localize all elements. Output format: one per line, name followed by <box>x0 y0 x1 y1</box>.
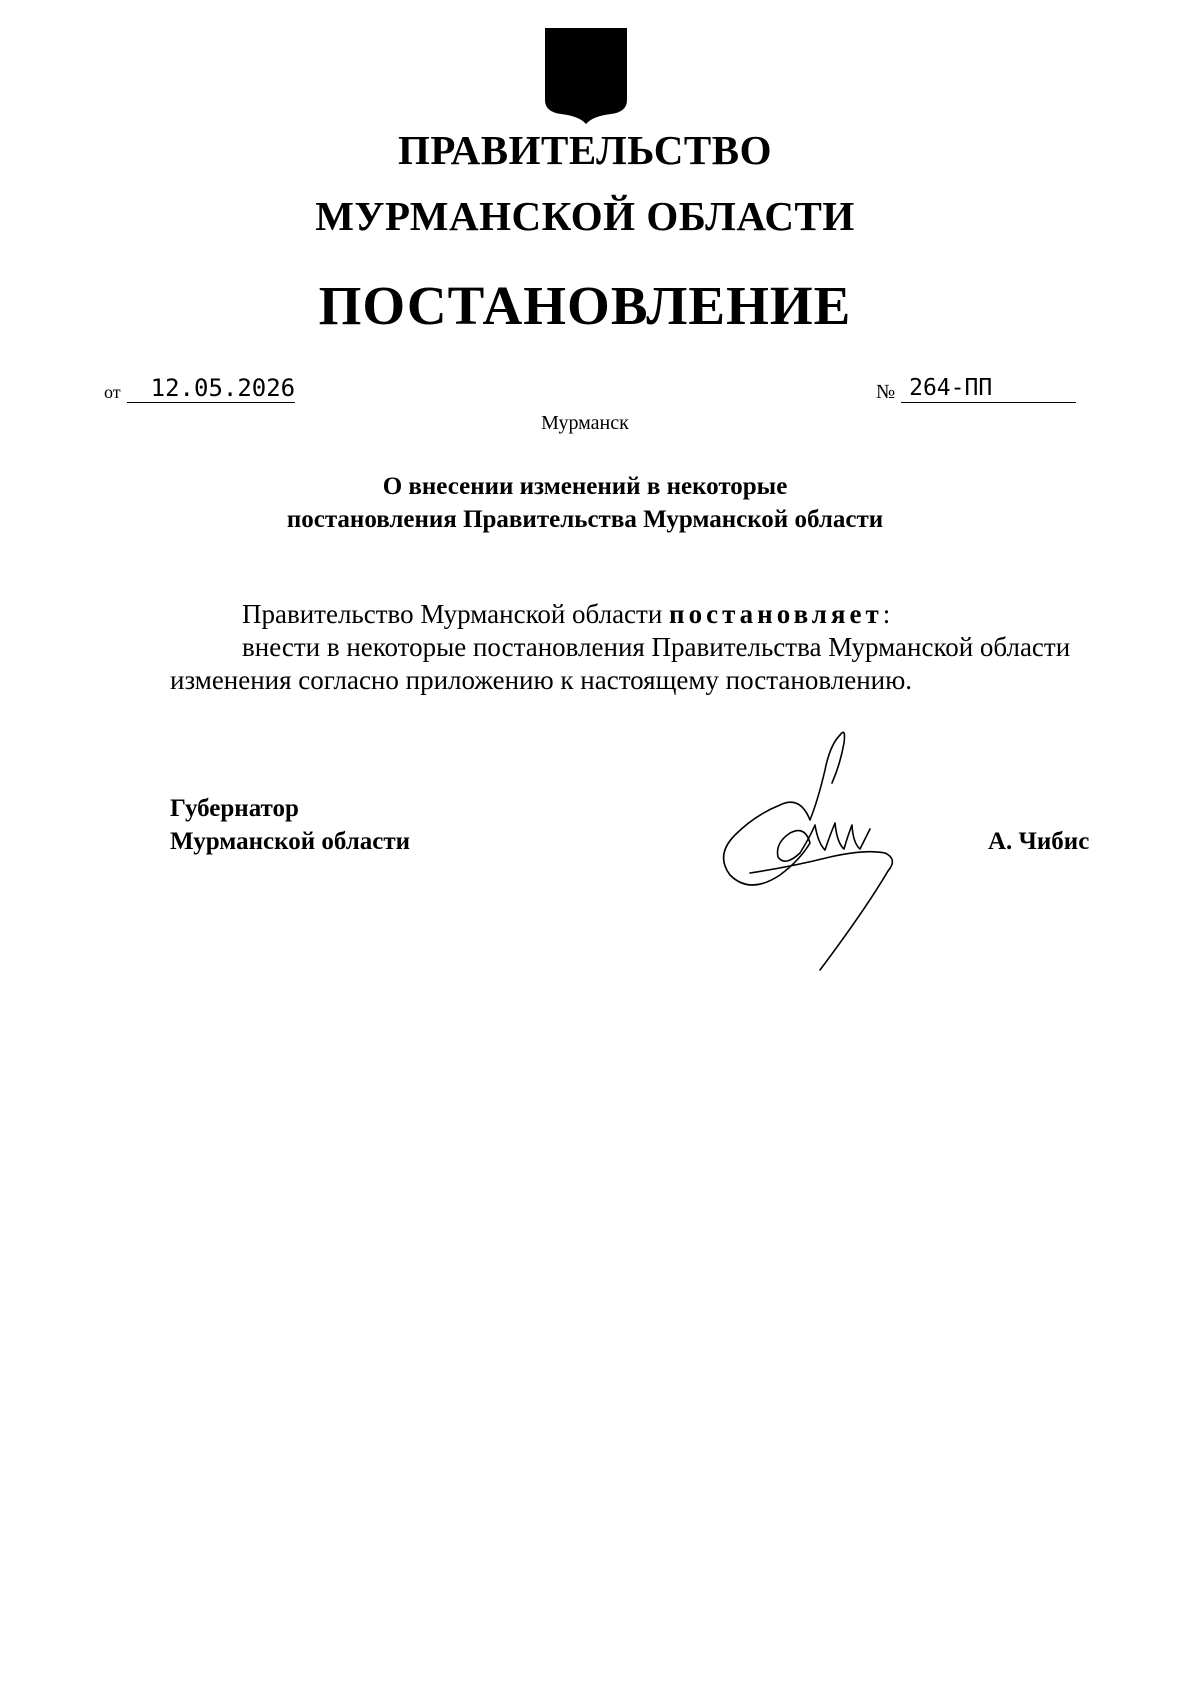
coat-of-arms-icon <box>545 28 627 124</box>
signer-title-line-1: Губернатор <box>170 795 299 822</box>
organization-name-line-1: ПРАВИТЕЛЬСТВО <box>397 127 773 173</box>
subject-line-1: О внесении изменений в некоторые <box>382 473 788 500</box>
body-line-3: изменения согласно приложению к настоящему постановлению. <box>170 665 913 695</box>
body-line-1 <box>170 598 1130 631</box>
document-subject <box>0 470 1170 536</box>
date-prefix: от <box>104 382 121 402</box>
body-decides: постановляет <box>669 599 883 629</box>
number-prefix: № <box>876 381 896 403</box>
signer-title-line-2: Мурманской области <box>170 828 411 855</box>
number-value: 264-ПП <box>901 374 1076 403</box>
signer-name: А. Чибис <box>988 828 1090 855</box>
body-decides-punct: : <box>882 599 891 629</box>
document-body <box>170 598 1130 697</box>
handwritten-signature <box>660 725 940 975</box>
body-line-2: внести в некоторые постановления Правительства Мурманской области <box>242 632 1071 662</box>
document-number <box>876 374 1076 403</box>
document-type-title: ПОСТАНОВЛЕНИЕ <box>318 275 852 336</box>
subject-line-2: постановления Правительства Мурманской области <box>286 506 884 533</box>
body-intro: Правительство Мурманской области <box>242 599 663 629</box>
document-date <box>104 374 295 403</box>
signer-title <box>170 792 410 858</box>
organization-name-line-2: МУРМАНСКОЙ ОБЛАСТИ <box>315 193 855 239</box>
city-name: Мурманск <box>541 412 629 434</box>
date-value: 12.05.2026 <box>127 374 295 403</box>
